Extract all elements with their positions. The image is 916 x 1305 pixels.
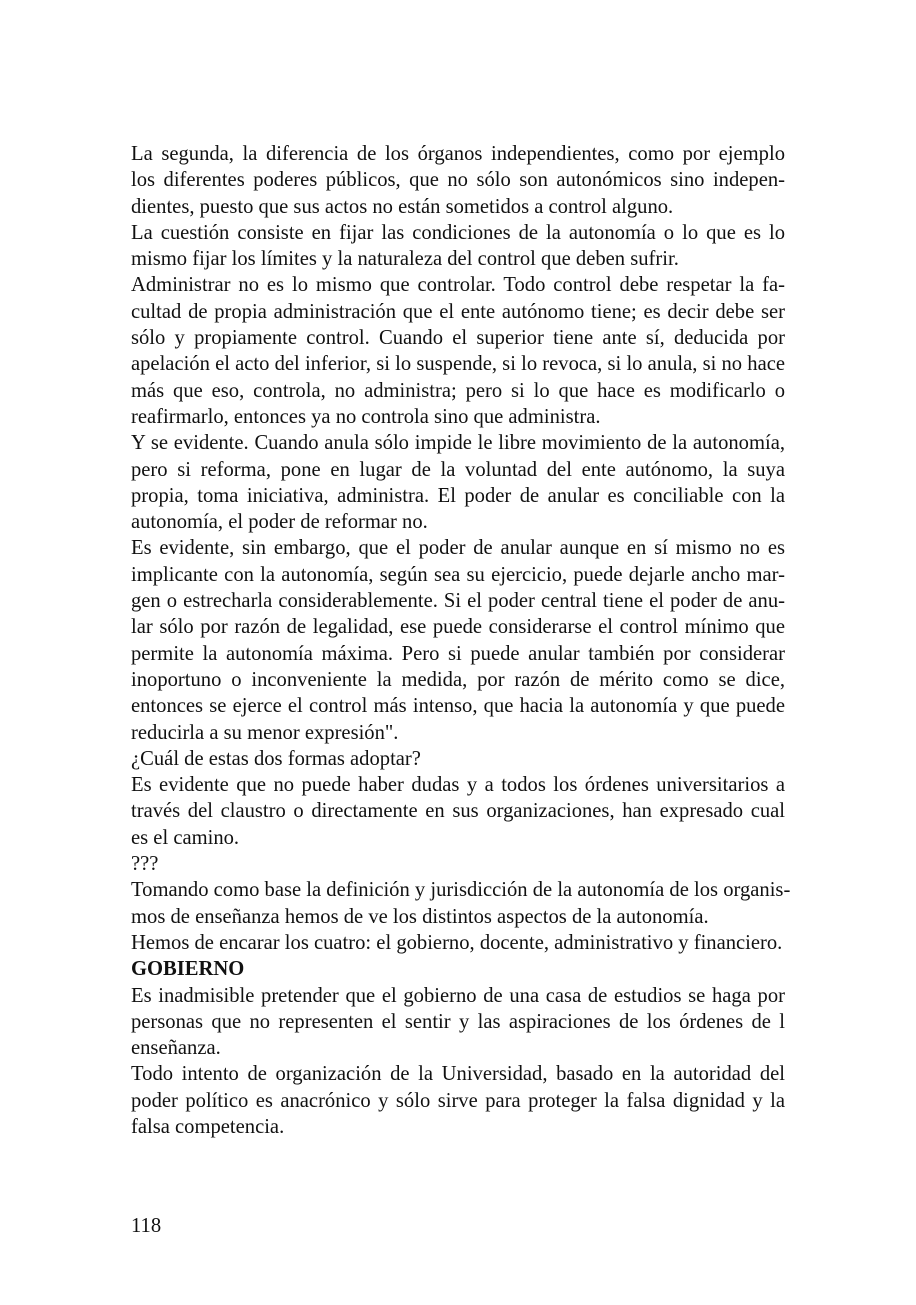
text-line: mos de enseñanza hemos de ve los distintos aspectos de la autonomía.	[131, 905, 709, 928]
text-line: través del claustro o directamente en sus organizaciones, han expresado cual	[131, 800, 785, 823]
text-line: personas que no representen el sentir y las aspiraciones de los órdenes de l	[131, 1010, 785, 1033]
text-line: dientes, puesto que sus actos no están sometidos a control alguno.	[131, 195, 674, 218]
text-line: entonces se ejerce el control más intenso, que hacia la autonomía y que puede	[131, 695, 785, 718]
page-number: 118	[131, 1215, 162, 1237]
text-line: enseñanza.	[131, 1037, 221, 1060]
text-line: implicante con la autonomía, según sea su ejercicio, puede dejarle ancho mar-	[131, 563, 785, 586]
body-text	[131, 141, 791, 1140]
text-line: cultad de propia administración que el ente autónomo tiene; es decir debe ser	[131, 300, 785, 323]
text-line: inoportuno o inconveniente la medida, por razón de mérito como se dice,	[131, 668, 785, 691]
text-line: permite la autonomía máxima. Pero si puede anular también por considerar	[131, 642, 785, 665]
text-line: poder político es anacrónico y sólo sirve para proteger la falsa dignidad y la	[131, 1089, 785, 1112]
text-line: ???	[131, 853, 159, 876]
text-line: gen o estrecharla considerablemente. Si el poder central tiene el poder de anu-	[131, 590, 785, 613]
text-line: más que eso, controla, no administra; pero si lo que hace es modificarlo o	[131, 379, 785, 402]
text-line: Administrar no es lo mismo que controlar. Todo control debe respetar la fa-	[131, 274, 785, 297]
text-line: Y se evidente. Cuando anula sólo impide le libre movimiento de la autonomía,	[131, 432, 785, 455]
section-heading: GOBIERNO	[131, 958, 245, 981]
text-line: reafirmarlo, entonces ya no controla sino que administra.	[131, 405, 601, 428]
text-line: Es inadmisible pretender que el gobierno de una casa de estudios se haga por	[131, 984, 785, 1007]
text-line: falsa competencia.	[131, 1115, 285, 1138]
text-line: Hemos de encarar los cuatro: el gobierno, docente, administrativo y financiero.	[131, 931, 783, 954]
text-line: mismo fijar los límites y la naturaleza del control que deben sufrir.	[131, 248, 679, 271]
text-line: pero si reforma, pone en lugar de la voluntad del ente autónomo, la suya	[131, 458, 785, 481]
text-line: Es evidente que no puede haber dudas y a todos los órdenes universitarios a	[131, 774, 785, 797]
text-line: propia, toma iniciativa, administra. El poder de anular es conciliable con la	[131, 484, 785, 507]
text-line: Es evidente, sin embargo, que el poder de anular aunque en sí mismo no es	[131, 537, 785, 560]
text-line: apelación el acto del inferior, si lo suspende, si lo revoca, si lo anula, si no hace	[131, 353, 785, 376]
text-line: reducirla a su menor expresión".	[131, 721, 399, 744]
text-line: lar sólo por razón de legalidad, ese puede considerarse el control mínimo que	[131, 616, 785, 639]
text-line: Todo intento de organización de la Universidad, basado en la autoridad del	[131, 1063, 785, 1086]
text-line: Tomando como base la definición y jurisdicción de la autonomía de los organis-	[131, 879, 791, 902]
text-line: La cuestión consiste en fijar las condiciones de la autonomía o lo que es lo	[131, 221, 785, 244]
text-line: los diferentes poderes públicos, que no sólo son autonómicos sino indepen-	[131, 169, 785, 192]
text-line: La segunda, la diferencia de los órganos independientes, como por ejemplo	[131, 143, 785, 165]
text-line: sólo y propiamente control. Cuando el superior tiene ante sí, deducida por	[131, 327, 785, 350]
text-line: ¿Cuál de estas dos formas adoptar?	[131, 747, 421, 770]
text-line: autonomía, el poder de reformar no.	[131, 511, 428, 534]
text-line: es el camino.	[131, 826, 240, 849]
